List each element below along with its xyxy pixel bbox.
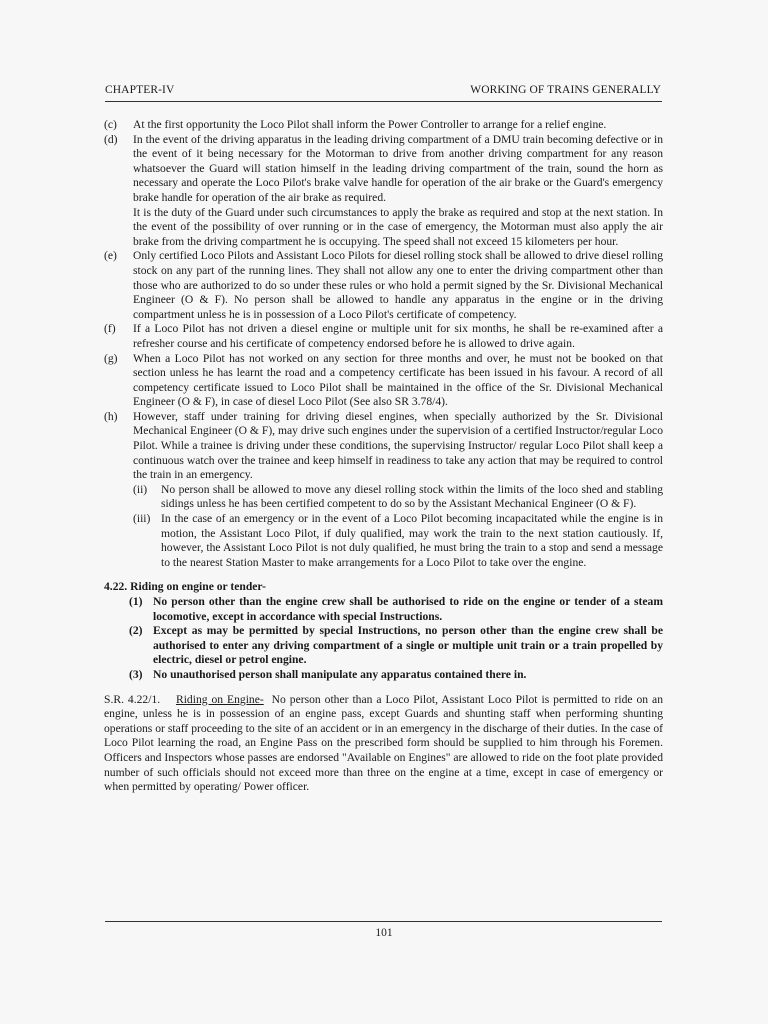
clause-text: When a Loco Pilot has not worked on any section for three months and over, he must not be booked on that section unless he has learnt the road and a competency certificate has been issued in his favour. A record of all competency certificate issued to Loco Pilot shall be maintained in the office of the Sr. Divisional Mechanical Engineer (O & F), in case of diesel Loco Pilot (See also SR 3.78/4). xyxy=(133,351,663,409)
clause-g xyxy=(104,352,663,410)
subclause-label: (iii) xyxy=(133,512,151,526)
sr-reference: S.R. 4.22/1. xyxy=(104,692,161,706)
subclause-text: No person shall be allowed to move any diesel rolling stock within the limits of the loco shed and stabling sidings unless he has been certified competent to do so by the Assistant Mechanical Engineer (O & F). xyxy=(161,482,663,511)
rule-title: 4.22. Riding on engine or tender- xyxy=(104,580,266,594)
page-number: 101 xyxy=(375,927,393,939)
header-rule xyxy=(105,101,662,102)
rule-item-label: (3) xyxy=(129,667,143,681)
clause-label: (e) xyxy=(104,249,117,263)
running-header xyxy=(105,84,661,96)
subclause-text: In the case of an emergency or in the event of a Loco Pilot becoming incapacitated while the engine is in motion, the Assistant Loco Pilot, if duly qualified, may work the train to the next station cautiously. If, however, the Assistant Loco Pilot is not duly qualified, he must bring the train to a stop and send a message to the nearest Station Master to make arrangements for a Loco Pilot to take over the engine. xyxy=(161,512,663,569)
clause-h xyxy=(104,410,663,483)
clause-label: (d) xyxy=(104,132,118,146)
clause-text: However, staff under training for driving diesel engines, when specially authorized by the Sr. Divisional Mechanical Engineer (O & F), may drive such engines under the supervision of a certified Instructor/regular Loco Pilot. While a trainee is driving under these conditions, the supervising Instructor/ regular Loco Pilot shall keep a continuous watch over the trainee and keep himself in readiness to take any action that may be required to control the train in an emergency. xyxy=(133,409,663,482)
subclause-label: (ii) xyxy=(133,482,148,496)
page-body xyxy=(104,118,663,806)
clause-text: At the first opportunity the Loco Pilot shall inform the Power Controller to arrange for a relief engine. xyxy=(133,118,607,131)
clause-c xyxy=(104,118,663,133)
rule-item-1 xyxy=(129,595,663,624)
clause-text-continued: It is the duty of the Guard under such circumstances to apply the brake as required and stop at the next station. In the event of the possibility of over running or in the case of emergency, the Motorman must also apply the air brake from the driving compartment he is occupying. The speed shall not exceed 15 kilometers per hour. xyxy=(133,205,663,248)
section-title: WORKING OF TRAINS GENERALLY xyxy=(470,84,661,96)
clause-text: In the event of the driving apparatus in the leading driving compartment of a DMU train becoming defective or in the event of it being necessary for the Motorman to drive from another driving compartment for any reason whatsoever the Guard will station himself in the leading driving compartment of the train, sound the horn as necessary and operate the Loco Pilot's brake valve handle for operation of the air brake or the Guard's emergency brake handle for operation of the air brake as required. xyxy=(133,132,663,204)
rule-item-text: Except as may be permitted by special Instructions, no person other than the engine crew shall be authorised to enter any driving compartment of a single or multiple unit train or a train propelled by electric, diesel or petrol engine. xyxy=(153,624,663,667)
sr-heading: Riding on Engine- xyxy=(175,692,264,706)
subsidiary-rule xyxy=(104,693,663,795)
clause-label: (h) xyxy=(104,409,118,423)
rule-item-2 xyxy=(129,624,663,668)
rule-4-22 xyxy=(104,580,663,682)
clause-label: (f) xyxy=(104,322,116,336)
subclause-iii xyxy=(133,512,663,570)
rule-item-3 xyxy=(129,668,663,683)
chapter-label: CHAPTER-IV xyxy=(105,84,175,96)
footer-rule xyxy=(105,921,662,922)
subclause-ii xyxy=(133,483,663,512)
sr-text: No person other than a Loco Pilot, Assistant Loco Pilot is permitted to ride on an engine, unless he is in possession of an engine pass, except Guards and shunting staff when performing shunting operations or staff proceeding to the site of an accident or in an emergency in the discharge of their duties. In the case of Loco Pilot learning the road, an Engine Pass on the prescribed form should be supplied to him through his Foremen. Officers and Inspectors whose passes are endorsed "Available on Engines" are allowed to ride on the foot plate provided number of such officials should not exceed more than three on the engine at a time, except in case of emergency or when permitted by operating/ Power officer. xyxy=(104,692,663,794)
rule-item-label: (2) xyxy=(129,624,143,638)
rule-item-label: (1) xyxy=(129,595,143,608)
clause-e xyxy=(104,249,663,322)
clause-label: (c) xyxy=(104,118,117,131)
clause-text: Only certified Loco Pilots and Assistant Loco Pilots for diesel rolling stock shall be allowed to drive diesel rolling stock on any part of the running lines. They shall not allow any one to enter the driving compartment other than those who are authorized to do so under these rules or who hold a permit signed by the Sr. Divisional Mechanical Engineer (O & F). No person shall be allowed to handle any apparatus in the engine or in the driving compartment unless he is in possession of a Loco Pilot's certificate of competency. xyxy=(133,249,663,321)
clause-text: If a Loco Pilot has not driven a diesel engine or multiple unit for six months, he shall be re-examined after a refresher course and his certificate of competency endorsed before he is allowed to drive again. xyxy=(133,322,663,350)
clause-f xyxy=(104,322,663,351)
rule-item-text: No person other than the engine crew shall be authorised to ride on the engine or tender of a steam locomotive, except in accordance with special Instructions. xyxy=(153,595,663,623)
rule-item-text: No unauthorised person shall manipulate any apparatus contained there in. xyxy=(153,667,527,681)
clause-label: (g) xyxy=(104,351,118,365)
clause-d xyxy=(104,133,663,250)
